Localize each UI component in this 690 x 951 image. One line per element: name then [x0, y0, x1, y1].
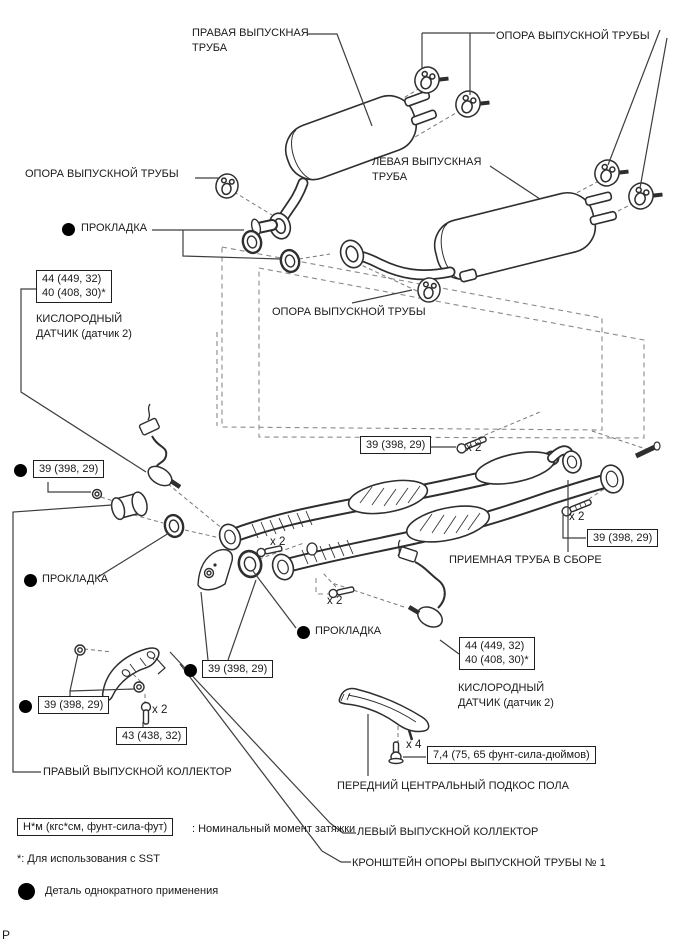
gasket-label-left: ПРОКЛАДКА — [42, 573, 109, 585]
alignment-dashed-lines — [84, 88, 646, 743]
oxygen-sensor-2-drawing — [398, 540, 446, 631]
nonreusable-dot — [184, 664, 197, 677]
torque-43-box: 43 (438, 32) — [116, 727, 187, 745]
torque-39-box-right: 39 (398, 29) — [587, 529, 658, 547]
torque-39-box-bottom-left: 39 (398, 29) — [38, 696, 109, 714]
nonreusable-dot — [24, 574, 37, 587]
legend-torque-unit-box: Н*м (кгс*см, фунт-сила-фут) — [17, 818, 173, 836]
gasket-label-top: ПРОКЛАДКА — [81, 222, 148, 234]
nonreusable-dot — [14, 464, 27, 477]
torque-39-box-mid: 39 (398, 29) — [202, 660, 273, 678]
count-x2-mid-top: x 2 — [466, 442, 482, 454]
torque-oxygen-sensor-box-left: 44 (449, 32) 40 (408, 30)* — [36, 270, 112, 303]
page-corner-mark: P — [2, 928, 11, 942]
pipe-support-label-mid: ОПОРА ВЫПУСКНОЙ ТРУБЫ — [272, 306, 426, 318]
count-x4: x 4 — [406, 739, 422, 751]
torque-oxygen-sensor-box-right: 44 (449, 32) 40 (408, 30)* — [459, 637, 535, 670]
nonreusable-dot — [297, 626, 310, 639]
bolts — [142, 434, 593, 763]
left-exhaust-pipe-label: ЛЕВАЯ ВЫПУСКНАЯ ТРУБА — [372, 156, 482, 183]
legend-torque-unit-desc: : Номинальный момент затяжки — [192, 823, 356, 835]
floor-brace-label: ПЕРЕДНИЙ ЦЕНТРАЛЬНЫЙ ПОДКОС ПОЛА — [337, 780, 569, 792]
support-bracket-no1-label: КРОНШТЕЙН ОПОРЫ ВЫПУСКНОЙ ТРУБЫ № 1 — [352, 857, 606, 869]
oxygen-sensor-label-right: КИСЛОРОДНЫЙ ДАТЧИК (датчик 2) — [458, 682, 554, 709]
torque-39-box-mid-top: 39 (398, 29) — [360, 436, 431, 454]
oxygen-sensor-label-left: КИСЛОРОДНЫЙ ДАТЧИК (датчик 2) — [36, 313, 132, 340]
count-x2-bottom-left: x 2 — [152, 704, 168, 716]
left-manifold-plate — [198, 550, 232, 590]
gasket-label-mid: ПРОКЛАДКА — [315, 625, 382, 637]
right-exhaust-pipe-label: ПРАВАЯ ВЫПУСКНАЯ ТРУБА — [192, 27, 309, 54]
floor-brace-drawing — [339, 688, 428, 740]
torque-39-box-left: 39 (398, 29) — [33, 460, 104, 478]
count-x2-right: x 2 — [569, 511, 585, 523]
right-exhaust-manifold-label: ПРАВЫЙ ВЫПУСКНОЙ КОЛЛЕКТОР — [43, 766, 232, 778]
torque-74-box: 7,4 (75, 65 фунт-сила-дюймов) — [427, 746, 596, 764]
pipe-support-label-top-right: ОПОРА ВЫПУСКНОЙ ТРУБЫ — [496, 30, 650, 42]
left-muffler-drawing — [337, 182, 623, 287]
nonreusable-dot — [62, 223, 75, 236]
oxygen-sensor-1-drawing — [139, 404, 180, 490]
legend-nonreusable-note: Деталь однократного применения — [45, 885, 219, 897]
left-exhaust-manifold-label: ЛЕВЫЙ ВЫПУСКНОЙ КОЛЛЕКТОР — [357, 826, 539, 838]
count-x2-mid: x 2 — [327, 595, 343, 607]
nonreusable-dot — [19, 700, 32, 713]
count-x2-flange: x 2 — [270, 536, 286, 548]
front-pipe-assembly-label: ПРИЕМНАЯ ТРУБА В СБОРЕ — [449, 554, 602, 566]
nonreusable-legend-dot — [18, 883, 35, 900]
pipe-support-label-left: ОПОРА ВЫПУСКНОЙ ТРУБЫ — [25, 168, 179, 180]
legend-sst-note: *: Для использования с SST — [17, 853, 160, 865]
